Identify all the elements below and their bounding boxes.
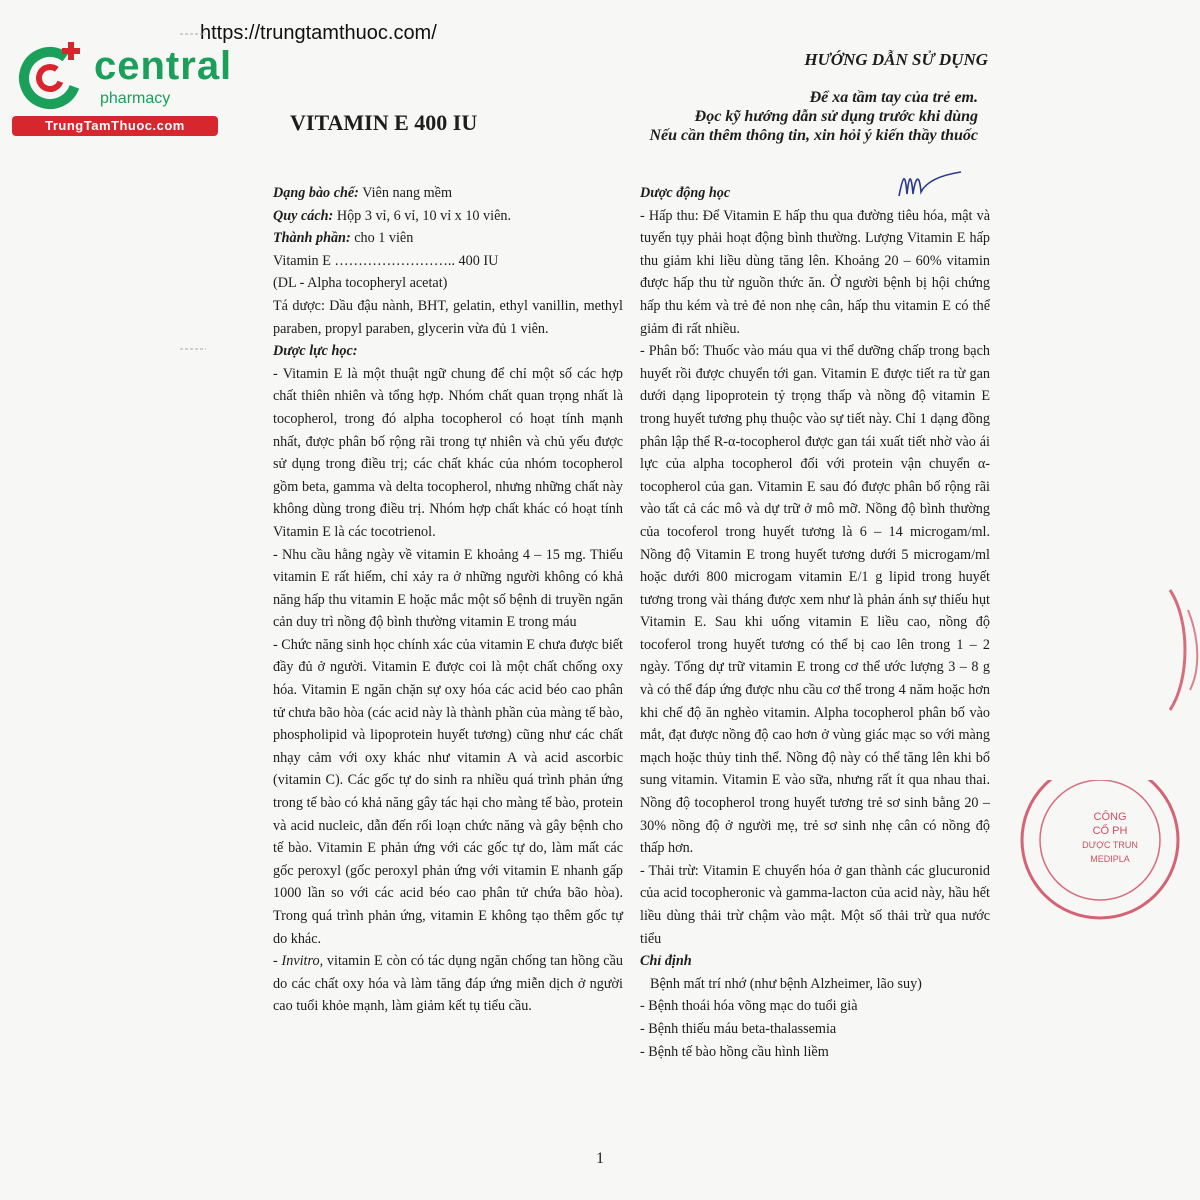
stamp-line: CỔ PH (1092, 825, 1128, 837)
warning-line: Để xa tầm tay của trẻ em. (809, 89, 978, 106)
paragraph: - Thải trừ: Vitamin E chuyển hóa ở gan thành các glucuronid của acid tocopheronic và gamma-lacton của acid này, hầu hết liều dùng thải trừ chậm vào mật. Một số thải trừ qua nước tiểu (640, 862, 990, 947)
dosage-value: Viên nang mềm (358, 185, 452, 201)
central-pharmacy-logo (8, 36, 233, 136)
vitamin-line: Vitamin E …………………….. 400 IU (273, 252, 499, 269)
indication-item: - Bệnh thoái hóa võng mạc do tuổi già (640, 998, 858, 1015)
warning-line: Nếu cần thêm thông tin, xin hỏi ý kiến thầy thuốc (649, 127, 978, 144)
paragraph (273, 950, 623, 1018)
right-column (640, 182, 990, 1063)
doc-type-heading: HƯỚNG DẪN SỬ DỤNG (804, 50, 988, 69)
left-column (273, 182, 623, 1018)
invitro-rest: , vitamin E còn có tác dụng ngăn chống tan hồng cầu do các chất oxy hóa và làm tăng đáp ứng miễn dịch ở người cao tuổi khỏe mạnh, làm giảm kết tụ tiểu cầu. (273, 953, 623, 1015)
dl-line: (DL - Alpha tocopheryl acetat) (273, 275, 448, 292)
stamp-text (1040, 810, 1180, 866)
paragraph: - Chức năng sinh học chính xác của vitamin E chưa được biết đầy đủ ở người. Vitamin E được coi là một chất chống oxy hóa. Vitamin E ngăn chặn sự oxy hóa các acid béo cao phân tử chưa bão hòa (các acid này là thành phần của màng tế bào, phospholipid và lipoprotein huyết tương) cũng như các chất nhạy cảm với oxy khác như vitamin A và acid ascorbic (vitamin C). Các gốc tự do sinh ra nhiều quá trình phản ứng trong tế bào có khả năng gây tác hại cho màng tế bào, protein và acid nucleic, dẫn đến rối loạn chức năng và gây bệnh cho tế bào. Vitamin E phản ứng với các gốc tự do, làm mất các gốc peroxyl (gốc peroxyl phản ứng với vitamin E nhanh gấp 1000 lần so với các acid béo cao phân tử chứa bão hòa). Trong quá trình phản ứng, vitamin E không tạo thêm gốc tự do khác. (273, 636, 623, 947)
composition-value: cho 1 viên (350, 230, 414, 247)
indications-heading: Chỉ định (640, 953, 692, 970)
dosage-label: Dạng bào chế: (273, 185, 359, 201)
page-number: 1 (596, 1150, 604, 1167)
pack-label: Quy cách: (273, 207, 334, 224)
scan-mark-icon (180, 30, 206, 38)
scan-mark-icon (180, 345, 206, 353)
source-url[interactable]: https://trungtamthuoc.com/ (200, 22, 437, 44)
partial-stamp-icon (1040, 580, 1200, 720)
logo-banner: TrungTamThuoc.com (12, 116, 218, 136)
pack-value: Hộp 3 vỉ, 6 vỉ, 10 vỉ x 10 viên. (333, 207, 512, 224)
indication-item: - Bệnh thiếu máu beta-thalassemia (640, 1020, 837, 1037)
pharmacokinetics-heading: Dược động học (640, 185, 731, 201)
paragraph: - Nhu cầu hằng ngày về vitamin E khoảng 4 – 15 mg. Thiếu vitamin E rất hiếm, chỉ xảy ra ở những người không có khả năng hấp thu vitamin E hoặc mắc một số bệnh di truyền ngăn cản duy trì nồng độ bình thường vitamin E trong máu (273, 546, 623, 631)
company-stamp (1000, 780, 1200, 980)
indication-item: Bệnh mất trí nhớ (như bệnh Alzheimer, lão suy) (650, 975, 922, 992)
warning-line: Đọc kỹ hướng dẫn sử dụng trước khi dùng (694, 108, 978, 125)
stamp-line: CÔNG (1093, 811, 1127, 823)
pharmacodynamics-heading: Dược lực học: (273, 343, 358, 360)
paragraph: - Hấp thu: Để Vitamin E hấp thu qua đường tiêu hóa, mật và tuyến tụy phải hoạt động bình thường. Lượng Vitamin E hấp thu giảm khi liều dùng tăng lên. Khoảng 20 – 60% vitamin được hấp thu từ nguồn thức ăn. Ở người bệnh bị hội chứng hấp thu kém và trẻ đẻ non nhẹ cân, hấp thu vitamin E có thể giảm đi rất nhiều. (640, 207, 990, 337)
excipients: Tá dược: Dầu đậu nành, BHT, gelatin, ethyl vanillin, methyl paraben, propyl paraben, glycerin vừa đủ 1 viên. (273, 297, 623, 337)
pharmacy-cross-icon (16, 40, 88, 112)
paragraph: - Phân bố: Thuốc vào máu qua vi thể dưỡng chấp trong bạch huyết rồi được chuyển tới gan. Vitamin E được tiết ra từ gan dưới dạng lipoprotein tỷ trọng thấp và nồng độ vitamin E trong huyết tương phụ thuộc vào sự tiết này. Chỉ 1 dạng đồng phân lập thể R-α-tocopherol được gan tái xuất tiết nhờ vào ái lực của alpha tocopherol đối với protein vận chuyển α-tocopherol của gan. Vitamin E sau đó được phân bố rộng rãi vào tất cả các mô và dự trữ ở mô mỡ. Nồng độ bình thường của tocoferol trong huyết tương là 6 – 14 microgam/ml. Nồng độ Vitamin E trong huyết tương dưới 5 microgam/ml hoặc dưới 800 microgam vitamin E/1 g lipid trong huyết tương trong vài tháng được xem như là phản ánh sự thiếu hụt Vitamin E. Sau khi uống vitamin E liều cao, nồng độ tocoferol trong huyết tương có thể bị cao lên trong 1 – 2 ngày. Tổng dự trữ vitamin E trong cơ thể ước lượng 3 – 8 g và có thể đáp ứng được nhu cầu cơ thể trong 4 năm hoặc hơn khi chế độ ăn nghèo vitamin. Alpha tocopherol phân bố vào mắt, đạt được nồng độ cao hơn ở vùng giác mạc so với màng mạch hoặc thủy tinh thể. Nồng độ này có thể tăng lên khi bổ sung vitamin. Vitamin E vào sữa, nhưng rất ít qua nhau thai. Nồng độ tocopherol trong huyết tương trẻ sơ sinh bằng 20 – 30% nồng độ ở người mẹ, trẻ sơ sinh nhẹ cân có nồng độ thấp hơn. (640, 343, 990, 857)
stamp-line: DƯỢC TRUN (1082, 840, 1138, 850)
logo-sub: pharmacy (100, 90, 171, 107)
logo-brand: central (94, 44, 233, 88)
invitro-prefix: - (273, 953, 282, 970)
stamp-line: MEDIPLA (1090, 854, 1130, 864)
product-title: VITAMIN E 400 IU (290, 110, 478, 135)
invitro-italic: Invitro (281, 953, 320, 970)
composition-label: Thành phần: (273, 230, 351, 247)
warning-block (650, 88, 979, 145)
paragraph: - Vitamin E là một thuật ngữ chung để chỉ một số các hợp chất thiên nhiên và tổng hợp. Nhóm chất quan trọng nhất là tocopherol, trong đó alpha tocopherol có hoạt tính mạnh nhất, được phân bố rộng rãi trong tự nhiên và chủ yếu được sử dụng trong điều trị; các chất khác của nhóm tocopherol gồm beta, gamma và delta tocopherol, nhưng những chất này không dùng trong điều trị. Nhóm hợp chất khác có hoạt tính Vitamin E là các tocotrienol. (273, 365, 623, 540)
indication-item: - Bệnh tế bào hồng cầu hình liềm (640, 1043, 829, 1060)
